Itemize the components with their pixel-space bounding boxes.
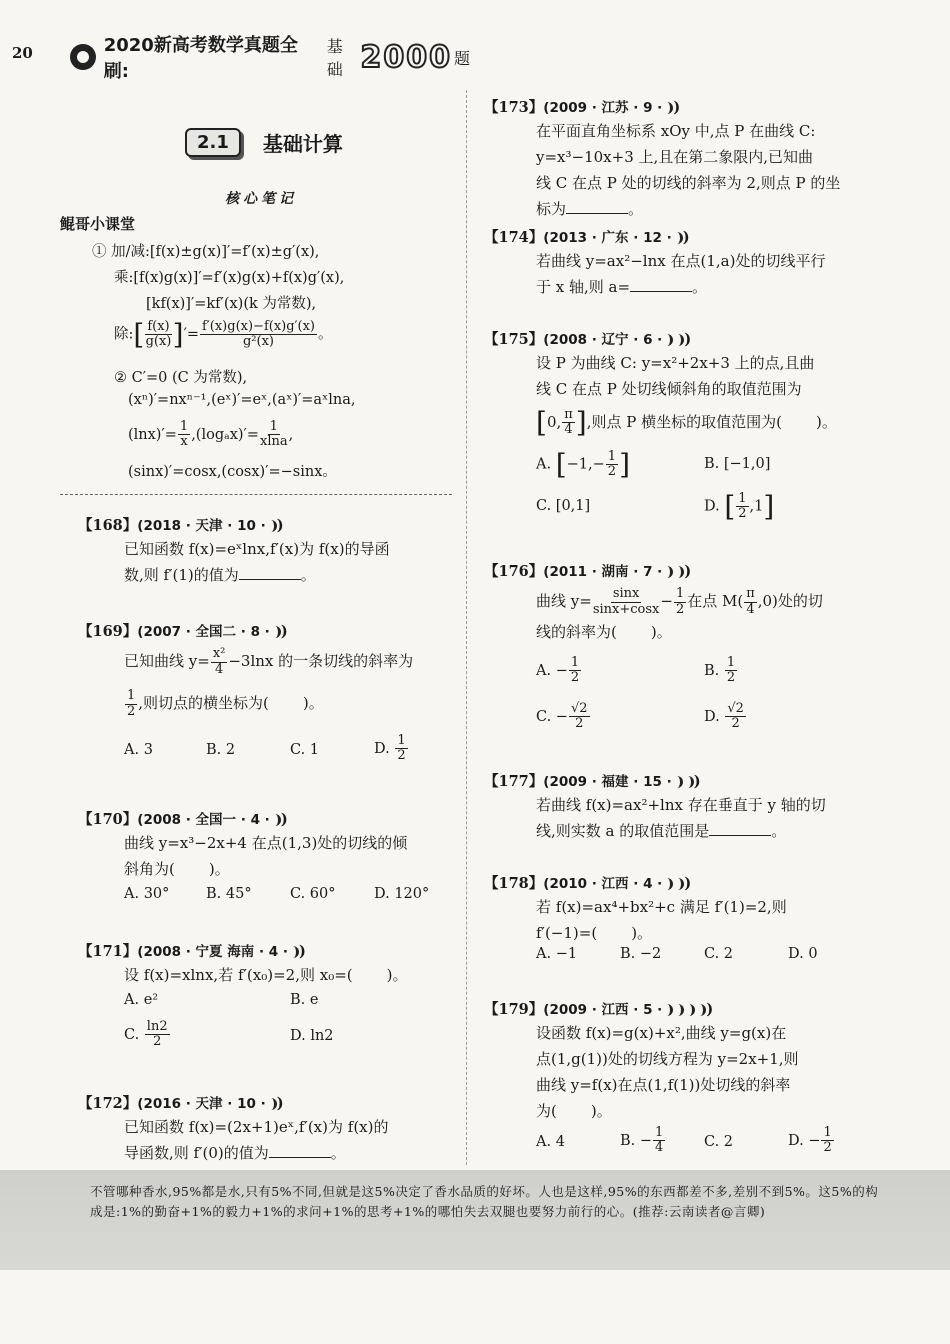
q179-option-b: B. − $\frac{1}{4}$ <box>620 1125 664 1156</box>
q170-option-c: C. 60° <box>290 886 336 902</box>
question-170-head: 【170】(2008 · 全国一 · 4 · ) <box>78 811 288 828</box>
note-division-lhs: $\frac{f(x)}{g(x)}$ <box>145 318 172 349</box>
note-line-1: ① 加/减:[f(x)±g(x)]′=f′(x)±g′(x), <box>92 244 320 260</box>
question-170-text: 曲线 y=x³−2x+4 在点(1,3)处的切线的倾 斜角为( )。 <box>124 834 408 878</box>
answer-blank <box>269 1143 331 1158</box>
answer-blank <box>709 821 771 836</box>
q176-option-b: B. $\frac{1}{2}$ <box>704 655 736 686</box>
difficulty-icon <box>664 1004 673 1016</box>
question-177-head: 【177】(2009 · 福建 · 15 · ) <box>484 773 701 790</box>
q169-option-d: D. $\frac{1}{2}$ <box>374 733 406 764</box>
footer-quote: 不管哪种香水,95%都是水,只有5%不同,但就是这5%决定了香水品质的好坏。人也是这样,95%的东西都差不多,差别不到5%。这5%的构成是:1%的勤奋+1%的毅力+1%的求问+1%的思考+1%的哪怕失去双腿也要努力前行的心。(推荐:云南读者@言卿) <box>90 1184 879 1219</box>
difficulty-icon <box>664 102 673 114</box>
q171-option-a: A. e² <box>124 992 159 1008</box>
difficulty-icon <box>697 1004 706 1016</box>
q176-option-c: C. − $\frac{√2}{2}$ <box>536 701 588 732</box>
difficulty-icon <box>272 626 281 638</box>
book-header <box>70 35 470 82</box>
header-disc-icon <box>70 44 96 70</box>
difficulty-icon <box>685 776 694 788</box>
q170-option-a: A. 30° <box>124 886 170 902</box>
q170-option-b: B. 45° <box>206 886 252 902</box>
question-168-text: 已知函数 f(x)=eˣlnx,f′(x)为 f(x)的导函 数,则 f′(1)的值为 。 <box>124 540 390 584</box>
section-divider <box>60 494 452 495</box>
q169-option-b: B. 2 <box>206 742 236 758</box>
question-169-head: 【169】(2007 · 全国二 · 8 · ) <box>78 623 288 640</box>
q170-option-d: D. 120° <box>374 886 430 902</box>
question-173-text: 在平面直角坐标系 xOy 中,点 P 在曲线 C: y=x³−10x+3 上,且在第二象限内,已知曲 线 C 在点 P 处的切线的斜率为 2,则点 P 的坐 标为 。 <box>536 122 841 218</box>
q178-option-a: A. −1 <box>536 946 578 962</box>
answer-blank <box>239 565 301 580</box>
section-number: 2.1 <box>185 128 241 157</box>
q179-option-a: A. 4 <box>536 1134 565 1150</box>
note-line-6: (xⁿ)′=nxⁿ⁻¹,(eˣ)′=eˣ,(aˣ)′=aˣlna, <box>128 392 356 408</box>
section-title <box>185 128 343 157</box>
q179-option-d: D. − $\frac{1}{2}$ <box>788 1125 832 1156</box>
book-subtitle: 基础 <box>326 37 343 79</box>
question-176-text: 曲线 y= $\frac{\sin x}{\sin x+\cos x}$ − $\frac{1}{2}$ 在点 M( $\frac{\pi}{4}$ ,0)处的切 线的斜率为( )。 <box>536 586 823 641</box>
note-line-4: 除:[ $\frac{f(x)}{g(x)}$ ]′= $\frac{f'(x)g(x)-f(x)g'(x)}{\text{g²(x)}}$ 。 <box>114 318 333 351</box>
question-176-head: 【176】(2011 · 湖南 · 7 · ) <box>484 563 692 580</box>
q171-option-d: D. ln2 <box>290 1028 334 1044</box>
page-number: 20 <box>12 44 33 62</box>
question-179-head: 【179】(2009 · 江西 · 5 · ) <box>484 1001 714 1018</box>
difficulty-icon <box>675 566 684 578</box>
lesson-heading: 鲲哥小课堂 <box>60 215 136 233</box>
q178-option-c: C. 2 <box>704 946 734 962</box>
q176-option-d: D. $\frac{√2}{2}$ <box>704 701 744 732</box>
difficulty-icon <box>290 946 299 958</box>
difficulty-icon <box>664 334 673 346</box>
question-174-head: 【174】(2013 · 广东 · 12 · ) <box>484 229 690 246</box>
answer-blank <box>566 199 628 214</box>
section-name: 基础计算 <box>262 132 343 156</box>
difficulty-icon <box>664 878 673 890</box>
note-division-rhs: $\frac{f'(x)g(x)-f(x)g'(x)}{\text{g²(x)}}$ <box>202 318 315 349</box>
question-174-text: 若曲线 y=ax²−lnx 在点(1,a)处的切线平行 于 x 轴,则 a= 。 <box>536 252 826 296</box>
q171-option-b: B. e <box>290 992 319 1008</box>
question-175-head: 【175】(2008 · 辽宁 · 6 · ) <box>484 331 692 348</box>
difficulty-icon <box>675 334 684 346</box>
core-notes-heading: 核心笔记 <box>225 191 297 207</box>
note-line-3: [kf(x)]′=kf′(x)(k 为常数), <box>146 296 317 312</box>
q175-option-b: B. [−1,0] <box>704 456 771 472</box>
q175-option-a: A. [−1,− $\frac{1}{2}$ ] <box>536 448 630 481</box>
question-169-text: 已知曲线 y= $\frac{\text{x²}}{4}$ −3lnx 的一条切线的斜率为 $\frac{1}{2}$ ,则切点的横坐标为( )。 <box>124 646 414 719</box>
difficulty-icon <box>675 1004 684 1016</box>
question-179-text: 设函数 f(x)=g(x)+x²,曲线 y=g(x)在 点(1,g(1))处的切线方程为 y=2x+1,则 曲线 y=f(x)在点(1,f(1))处切线的斜率 为( )。 <box>536 1024 799 1120</box>
q175-option-c: C. [0,1] <box>536 498 591 514</box>
difficulty-icon <box>272 814 281 826</box>
question-172-text: 已知函数 f(x)=(2x+1)eˣ,f′(x)为 f(x)的 导函数,则 f′(0)的值为 。 <box>124 1118 389 1162</box>
question-171-head: 【171】(2008 · 宁夏 海南 · 4 · ) <box>78 943 306 960</box>
answer-blank <box>630 277 692 292</box>
question-171-text: 设 f(x)=xlnx,若 f′(x₀)=2,则 x₀=( )。 <box>124 966 408 984</box>
note-line-7: (lnx)′= $\frac{1}{x}$ ,(logₐx)′= $\frac{1}{xlna}$ , <box>128 419 294 450</box>
book-title-tail: 题 <box>453 48 470 68</box>
question-178-head: 【178】(2010 · 江西 · 4 · ) <box>484 875 692 892</box>
note-line-8: (sinx)′=cosx,(cosx)′=−sinx。 <box>128 464 337 480</box>
question-172-head: 【172】(2016 · 天津 · 10 · ) <box>78 1095 284 1112</box>
note-line-5: ② C′=0 (C 为常数), <box>114 370 248 386</box>
q178-option-b: B. −2 <box>620 946 662 962</box>
book-title: 2020新高考数学真题全刷: <box>103 35 298 82</box>
note-line-2: 乘:[f(x)g(x)]′=f′(x)g(x)+f(x)g′(x), <box>114 270 345 286</box>
question-175-text: 设 P 为曲线 C: y=x²+2x+3 上的点,且曲 线 C 在点 P 处切线倾斜角的取值范围为 [0, $\frac{\pi}{4}$ ],则点 P 横坐标的取值范围为( )。 <box>536 354 837 439</box>
question-173-head: 【173】(2009 · 江苏 · 9 · ) <box>484 99 681 116</box>
difficulty-icon <box>268 1098 277 1110</box>
note-division-label: 除: <box>114 326 134 343</box>
question-168-head: 【168】(2018 · 天津 · 10 · ) <box>78 517 284 534</box>
q178-option-d: D. 0 <box>788 946 818 962</box>
question-177-text: 若曲线 f(x)=ax²+lnx 存在垂直于 y 轴的切 线,则实数 a 的取值范围是 。 <box>536 796 826 840</box>
book-big-number: 2000 <box>360 39 452 75</box>
q179-option-c: C. 2 <box>704 1134 734 1150</box>
q169-option-a: A. 3 <box>124 742 153 758</box>
question-178-text: 若 f(x)=ax⁴+bx²+c 满足 f′(1)=2,则 f′(−1)=( )。 <box>536 898 787 942</box>
q169-option-c: C. 1 <box>290 742 320 758</box>
difficulty-icon <box>268 520 277 532</box>
difficulty-icon <box>686 1004 695 1016</box>
q171-option-c: C. $\frac{\ln 2}{2}$ <box>124 1019 168 1050</box>
difficulty-icon <box>674 232 683 244</box>
difficulty-icon <box>674 776 683 788</box>
difficulty-icon <box>664 566 673 578</box>
q175-option-d: D. [ $\frac{1}{2}$ ,1] <box>704 490 775 523</box>
q176-option-a: A. − $\frac{1}{2}$ <box>536 655 580 686</box>
column-divider <box>466 90 467 1165</box>
difficulty-icon <box>675 878 684 890</box>
